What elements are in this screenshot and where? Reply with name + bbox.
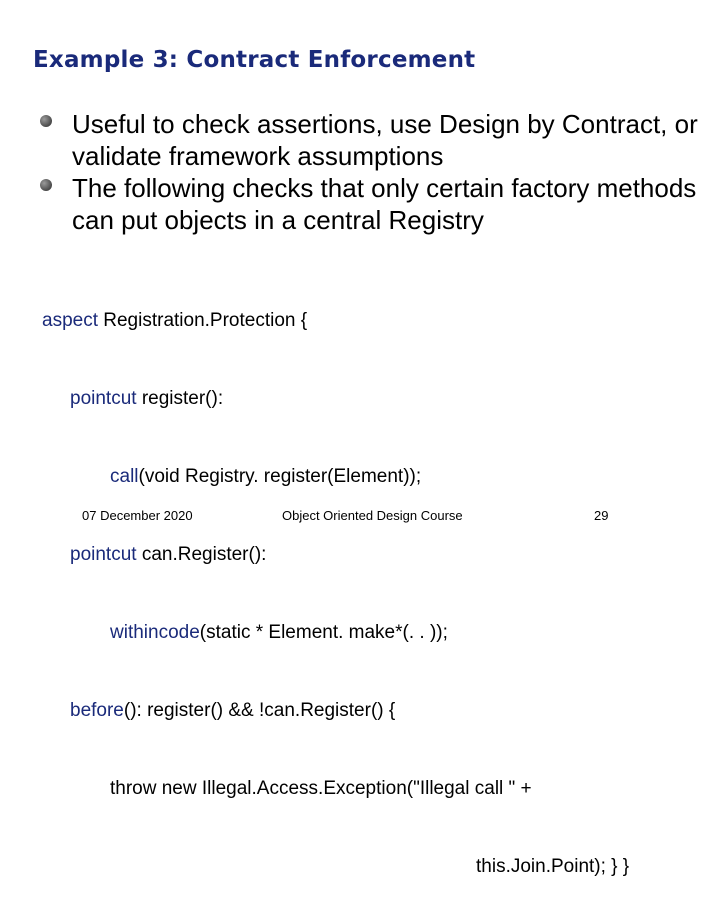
bullet-list	[40, 108, 710, 236]
bullet-item	[40, 108, 710, 172]
code-line	[42, 542, 629, 568]
code-keyword: pointcut	[70, 388, 137, 409]
code-block	[42, 256, 629, 906]
code-line	[42, 698, 629, 724]
code-text: can.Register():	[136, 544, 267, 565]
bullet-text: Useful to check assertions, use Design by Contract, or validate framework assumptions	[72, 109, 698, 171]
code-text: throw new Illegal.Access.Exception("Illegal call " +	[110, 778, 532, 799]
bullet-dot-icon	[40, 179, 52, 191]
code-line	[42, 308, 629, 334]
bullet-text: The following checks that only certain factory methods can put objects in a central Registry	[72, 173, 697, 235]
bullet-dot-icon	[40, 115, 52, 127]
footer-page-number: 29	[594, 508, 609, 523]
code-line	[42, 776, 629, 802]
footer-date: 07 December 2020	[82, 508, 193, 523]
code-keyword: aspect	[42, 310, 98, 331]
code-text: (static * Element. make*(. . ));	[199, 622, 448, 643]
code-keyword: pointcut	[70, 544, 137, 565]
bullet-item	[40, 172, 710, 236]
code-text: (): register() && !can.Register() {	[123, 700, 396, 721]
code-text: (void Registry. register(Element));	[138, 466, 422, 487]
footer-course: Object Oriented Design Course	[282, 508, 463, 523]
code-keyword: call	[110, 466, 139, 487]
code-line	[42, 620, 629, 646]
code-keyword: withincode	[110, 622, 200, 643]
code-text: this.Join.Point); } }	[476, 856, 630, 877]
code-line	[42, 464, 629, 490]
code-keyword: before	[70, 700, 124, 721]
code-line	[42, 386, 629, 412]
slide-title: Example 3: Contract Enforcement	[33, 47, 476, 73]
code-text: Registration.Protection {	[97, 310, 308, 331]
code-line	[42, 854, 629, 880]
code-text: register():	[136, 388, 224, 409]
